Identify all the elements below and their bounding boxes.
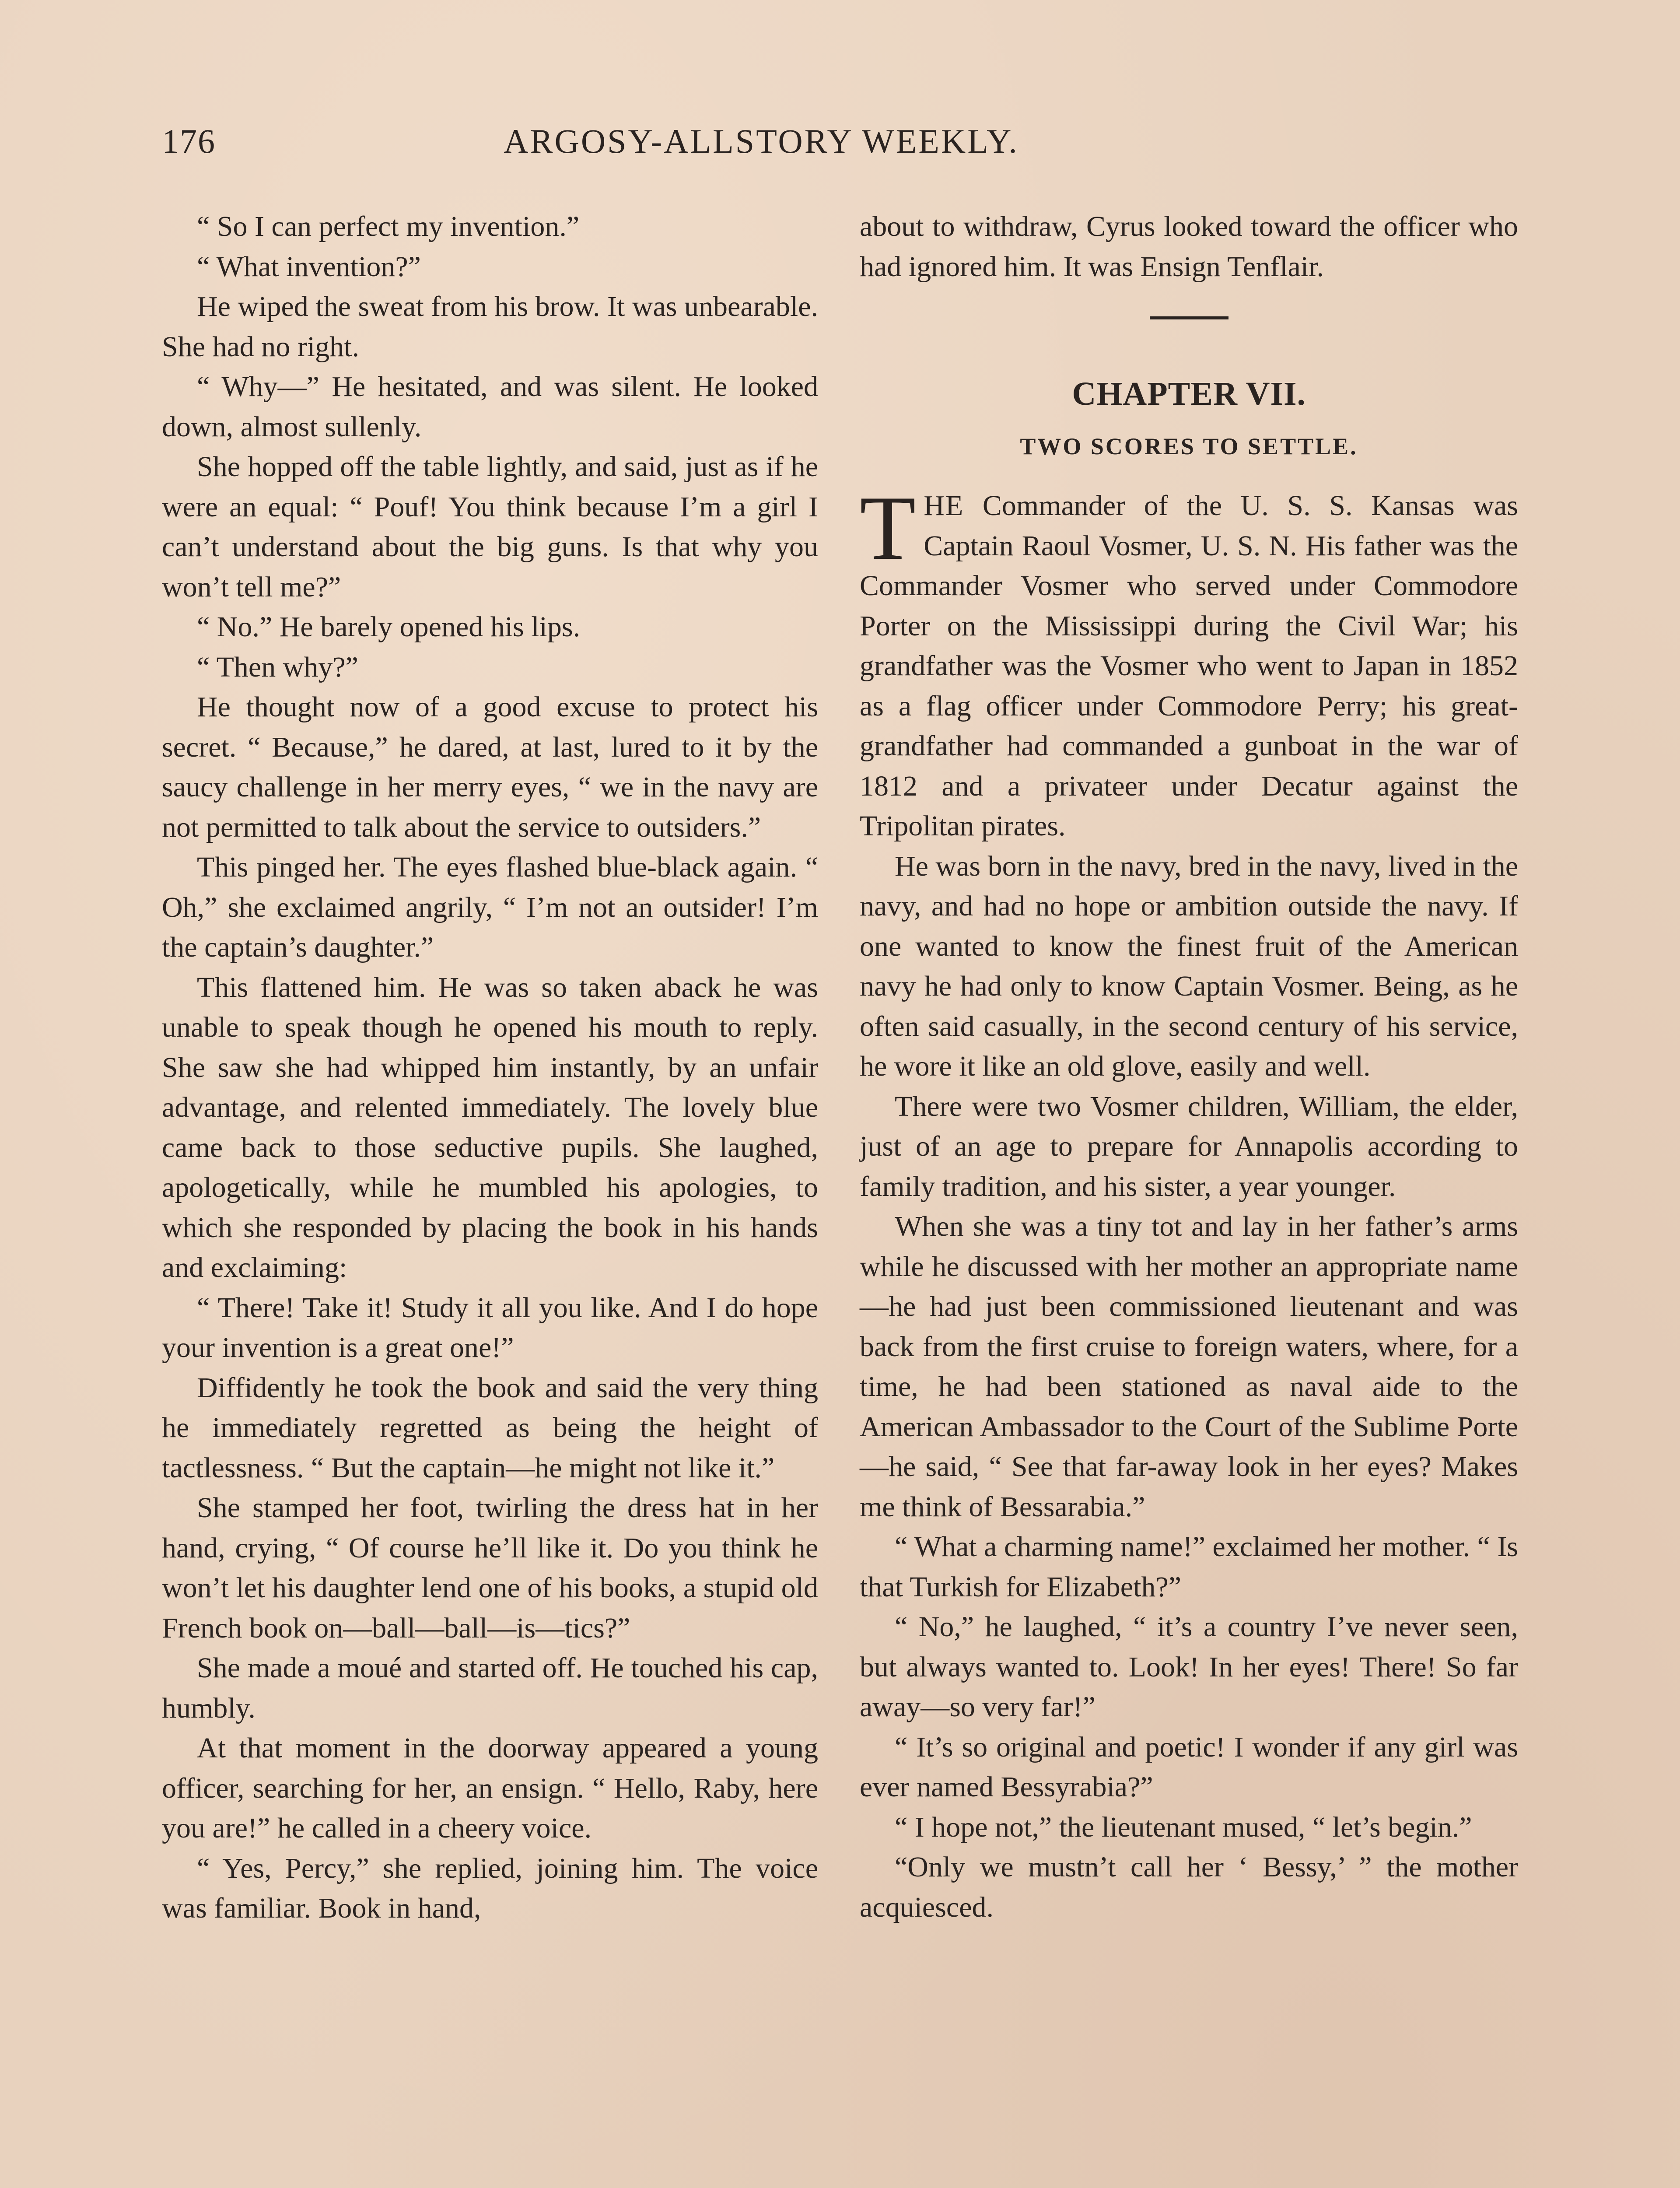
paragraph: “ What invention?” (197, 250, 421, 283)
right-column-paragraphs (860, 846, 1518, 1928)
paragraph: When she was a tiny tot and lay in her father’s arms while he discussed with her mother an appropriate name—he had just been commissioned lieutenant and was back from the first cruise to foreign waters, where, for a time, he had been stationed as naval aide to the American Ambassador to the Court of the Sublime Porte—he said, “ See that far-away look in her eyes? Makes me think of Bessarabia.” (860, 1210, 1518, 1523)
right-column (860, 207, 1518, 1927)
drop-cap-lead: HE (924, 490, 964, 522)
chapter-title: CHAPTER VII. (1072, 375, 1306, 412)
paragraph: This pinged her. The eyes flashed blue-black again. “ Oh,” she exclaimed angrily, “ I’m not an outsider! I’m the captain’s daughter.” (162, 851, 818, 963)
paragraph: She hopped off the table lightly, and said, just as if he were an equal: “ Pouf! You think because I’m a girl I can’t understand about the big guns. Is that why you won’t tell me?” (162, 451, 818, 603)
paragraph: “Only we mustn’t call her ‘ Bessy,’ ” the mother acquiesced. (860, 1851, 1518, 1923)
paragraph: She stamped her foot, twirling the dress hat in her hand, crying, “ Of course he’ll like it. Do you think he won’t let his daughter lend one of his books, a stupid old French book on—ball—ball—is—tics?” (162, 1492, 818, 1644)
opening-paragraph-text: Commander of the U. S. S. Kansas was Captain Raoul Vosmer, U. S. N. His father was the Commander Vosmer who served under Commodore Porter on the Mississippi during the Civil War; his grandfather was the Vosmer who went to Japan in 1852 as a flag officer under Commodore Perry; his great-grandfather had commanded a gunboat in the war of 1812 and a privateer under Decatur against the Tripolitan pirates. (860, 490, 1518, 842)
drop-cap: T (860, 477, 916, 579)
paragraph: “ Why—” He hesitated, and was silent. He looked down, almost sullenly. (162, 371, 818, 443)
paragraph: This flattened him. He was so taken aback he was unable to speak though he opened his mouth to reply. She saw she had whipped him instantly, by an unfair advantage, and relented immediately. The lovely blue came back to those seductive pupils. She laughed, apologetically, while he mumbled his apologies, to which she responded by placing the book in his hands and exclaiming: (162, 971, 818, 1283)
paragraph: He thought now of a good excuse to protect his secret. “ Because,” he dared, at last, lured to it by the saucy challenge in her merry eyes, “ we in the navy are not permitted to talk about the service to outsiders.” (162, 691, 818, 843)
section-divider (1150, 316, 1228, 319)
left-column (162, 207, 818, 1929)
paragraph: “ No.” He barely opened his lips. (197, 611, 581, 643)
paragraph: He was born in the navy, bred in the navy, lived in the navy, and had no hope or ambition outside the navy. If one wanted to know the finest fruit of the American navy he had only to know Captain Vosmer. Being, as he often said casually, in the second century of his service, he wore it like an old glove, easily and well. (860, 850, 1518, 1082)
paragraph: “ I hope not,” the lieutenant mused, “ let’s begin.” (895, 1811, 1472, 1843)
paragraph: At that moment in the doorway appeared a young officer, searching for her, an ensign. “ Hello, Raby, here you are!” he called in a cheery voice. (162, 1732, 818, 1844)
continuation-paragraph: about to withdraw, Cyrus looked toward the officer who had ignored him. It was Ensign Tenflair. (860, 210, 1518, 283)
chapter-opening-paragraph (860, 477, 1518, 846)
paragraph: Diffidently he took the book and said the very thing he immediately regretted as being the height of tactlessness. “ But the captain—he might not like it.” (162, 1371, 818, 1484)
running-head: ARGOSY-ALLSTORY WEEKLY. (504, 122, 1019, 160)
chapter-subtitle: TWO SCORES TO SETTLE. (1020, 433, 1358, 459)
paragraph: “ So I can perfect my invention.” (197, 210, 580, 242)
paragraph: “ It’s so original and poetic! I wonder if any girl was ever named Bessyrabia?” (860, 1731, 1518, 1803)
paragraph: There were two Vosmer children, William, the elder, just of an age to prepare for Annapolis according to family tradition, and his sister, a year younger. (860, 1090, 1518, 1203)
paragraph: “ Then why?” (197, 651, 358, 683)
paragraph: “ Yes, Percy,” she replied, joining him. The voice was familiar. Book in hand, (162, 1852, 818, 1924)
page-header (162, 122, 1133, 170)
paragraph: “ No,” he laughed, “ it’s a country I’ve never seen, but always wanted to. Look! In her eyes! There! So far away—so very far!” (860, 1611, 1518, 1723)
paragraph: She made a moué and started off. He touched his cap, humbly. (162, 1652, 818, 1724)
page-number: 176 (162, 122, 216, 160)
paragraph: “ There! Take it! Study it all you like. And I do hope your invention is a great one!” (162, 1291, 818, 1364)
paragraph: He wiped the sweat from his brow. It was unbearable. She had no right. (162, 291, 818, 363)
paragraph: “ What a charming name!” exclaimed her mother. “ Is that Turkish for Elizabeth?” (860, 1531, 1518, 1603)
